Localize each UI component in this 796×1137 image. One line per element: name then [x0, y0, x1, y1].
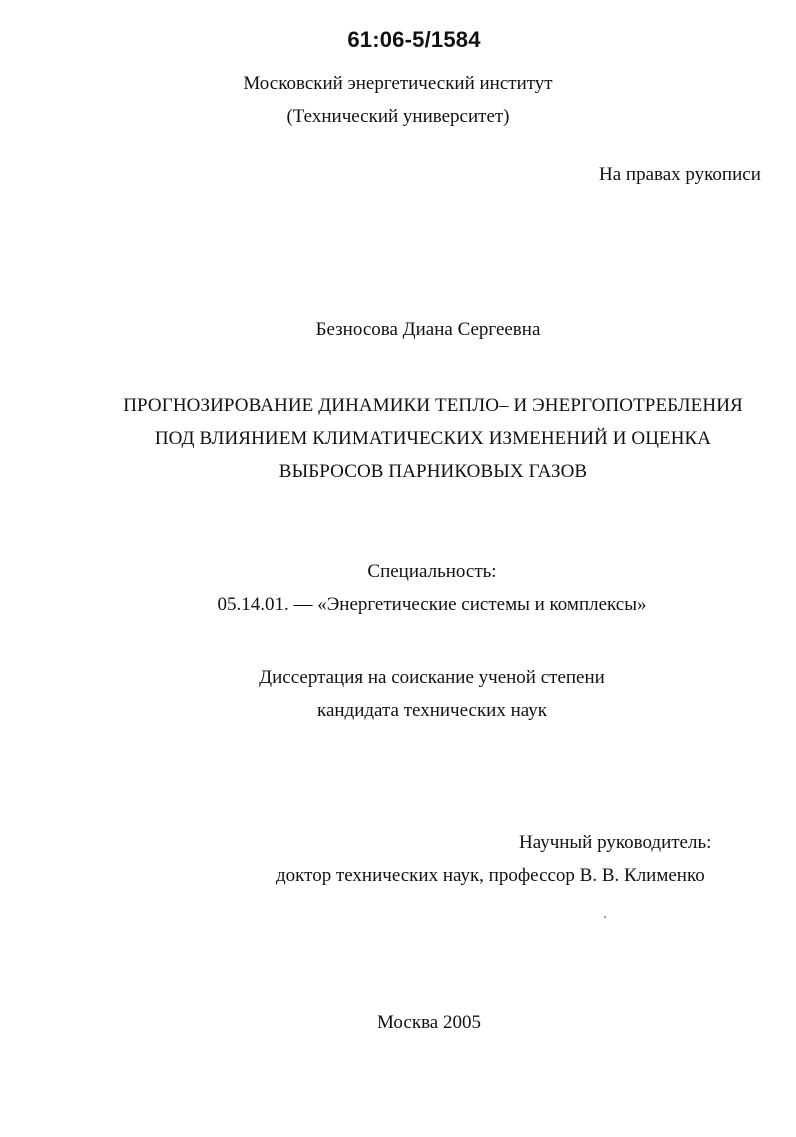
registry-number: 61:06-5/1584	[347, 27, 481, 52]
specialty-value: 05.14.01. — «Энергетические системы и комплексы»	[217, 594, 647, 615]
title-line-2: ПОД ВЛИЯНИЕМ КЛИМАТИЧЕСКИХ ИЗМЕНЕНИЙ И ОЦЕНКА	[154, 428, 712, 449]
title-line-1: ПРОГНОЗИРОВАНИЕ ДИНАМИКИ ТЕПЛО– И ЭНЕРГОПОТРЕБЛЕНИЯ	[123, 395, 743, 416]
city-year: Москва 2005	[377, 1012, 481, 1033]
degree-line-2: кандидата технических наук	[317, 700, 547, 721]
institute-subtitle: (Технический университет)	[286, 106, 510, 127]
scan-speck	[604, 916, 606, 918]
supervisor-value: доктор технических наук, профессор В. В. Клименко	[276, 865, 705, 886]
institute-name: Московский энергетический институт	[243, 73, 553, 94]
title-line-3: ВЫБРОСОВ ПАРНИКОВЫХ ГАЗОВ	[278, 461, 588, 482]
specialty-label: Специальность:	[367, 561, 497, 582]
author-name: Безносова Диана Сергеевна	[315, 319, 541, 340]
degree-line-1: Диссертация на соискание ученой степени	[259, 667, 605, 688]
supervisor-label: Научный руководитель:	[519, 832, 712, 853]
manuscript-note: На правах рукописи	[599, 164, 761, 185]
